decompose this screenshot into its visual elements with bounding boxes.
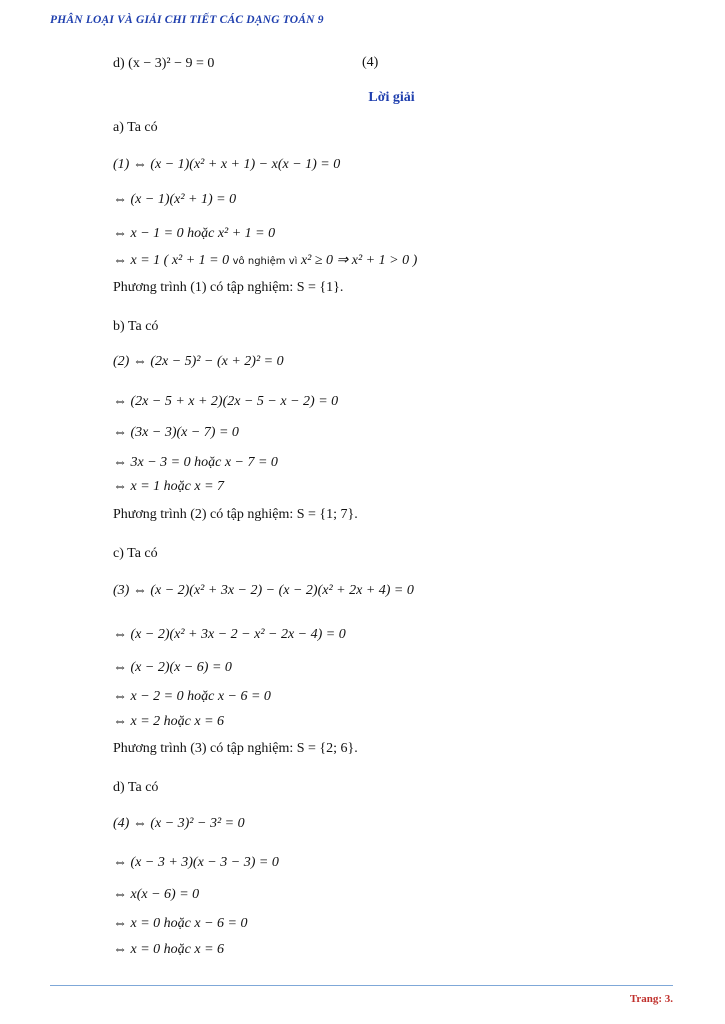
part-b-step-4: ⇔ 3x − 3 = 0 hoặc x − 7 = 0 (113, 455, 278, 470)
part-a-step-2: ⇔ (x − 1)(x² + 1) = 0 (113, 192, 237, 207)
part-d-step-3: ⇔ x(x − 6) = 0 (113, 887, 200, 902)
part-b-step-5: ⇔ x = 1 hoặc x = 7 (113, 479, 225, 494)
problem-d-label: (4) (362, 55, 379, 70)
part-d-intro: d) Ta có (113, 780, 159, 795)
part-c-conclusion: Phương trình (3) có tập nghiệm: S = {2; 6}. (113, 741, 358, 756)
part-a-step-4 (113, 252, 417, 271)
part-d-step-2: ⇔ (x − 3 + 3)(x − 3 − 3) = 0 (113, 855, 279, 870)
part-b-step-2: ⇔ (2x − 5 + x + 2)(2x − 5 − x − 2) = 0 (113, 394, 339, 409)
part-c-step-1: (3) ⇔ (x − 2)(x² + 3x − 2) − (x − 2)(x² + 2x + 4) = 0 (113, 583, 414, 598)
part-c-intro: c) Ta có (113, 546, 158, 561)
part-d-step-1: (4) ⇔ (x − 3)² − 3² = 0 (113, 816, 245, 831)
part-a-step-3: ⇔ x − 1 = 0 hoặc x² + 1 = 0 (113, 226, 276, 241)
part-a-conclusion: Phương trình (1) có tập nghiệm: S = {1}. (113, 280, 344, 295)
page-number: Trang: 3. (629, 993, 673, 1005)
part-b-intro: b) Ta có (113, 319, 159, 334)
part-c-step-5: ⇔ x = 2 hoặc x = 6 (113, 714, 225, 729)
solution-title: Lời giải (368, 90, 415, 105)
part-a-step-1: (1) ⇔ (x − 1)(x² + x + 1) − x(x − 1) = 0 (113, 157, 341, 172)
part-c-step-3: ⇔ (x − 2)(x − 6) = 0 (113, 660, 232, 675)
part-a-step-4-note: vô nghiệm vì (232, 256, 298, 267)
problem-d: d) (x − 3)² − 9 = 0 (113, 56, 215, 71)
part-b-step-1: (2) ⇔ (2x − 5)² − (x + 2)² = 0 (113, 354, 284, 369)
part-c-step-2: ⇔ (x − 2)(x² + 3x − 2 − x² − 2x − 4) = 0 (113, 627, 346, 642)
part-a-step-4-end: x² ≥ 0 ⇒ x² + 1 > 0 ) (297, 253, 418, 268)
page-header-title: PHÂN LOẠI VÀ GIẢI CHI TIẾT CÁC DẠNG TOÁN 9 (50, 14, 324, 26)
footer-divider (50, 985, 673, 986)
part-a-step-4-start: ⇔ x = 1 ( x² + 1 = 0 (113, 253, 233, 268)
part-d-step-5: ⇔ x = 0 hoặc x = 6 (113, 942, 225, 957)
part-d-step-4: ⇔ x = 0 hoặc x − 6 = 0 (113, 916, 248, 931)
part-a-intro: a) Ta có (113, 120, 158, 135)
part-b-step-3: ⇔ (3x − 3)(x − 7) = 0 (113, 425, 239, 440)
part-c-step-4: ⇔ x − 2 = 0 hoặc x − 6 = 0 (113, 689, 271, 704)
part-b-conclusion: Phương trình (2) có tập nghiệm: S = {1; 7}. (113, 507, 358, 522)
